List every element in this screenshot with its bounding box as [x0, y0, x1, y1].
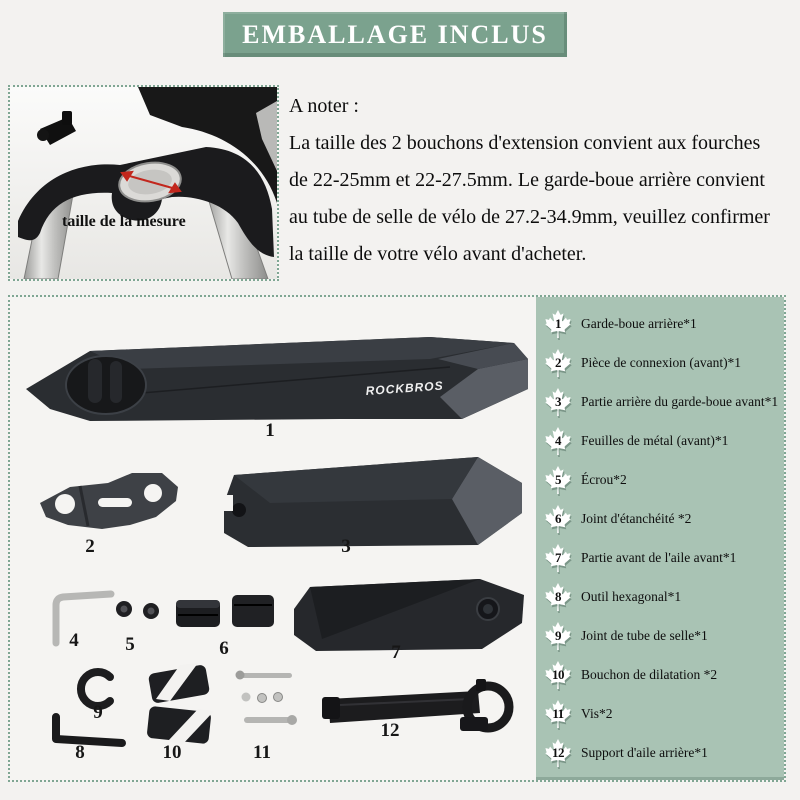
note-block — [289, 88, 797, 273]
parts-list-item — [544, 733, 780, 772]
parts-list-item — [544, 616, 780, 655]
part-number-6: 6 — [219, 638, 229, 659]
part-11-screws — [236, 671, 298, 726]
part-label: Partie arrière du garde-boue avant*1 — [581, 394, 779, 410]
note-line: de 22-25mm et 22-27.5mm. Le garde-boue arrière convient — [289, 169, 765, 191]
maple-leaf-icon — [544, 388, 572, 416]
part-4-metal-key — [56, 594, 111, 643]
part-1-rear-mudguard — [26, 337, 528, 421]
part-2-connection-piece — [40, 473, 178, 529]
part-number-1: 1 — [265, 420, 275, 441]
maple-leaf-icon — [544, 739, 572, 767]
part-label: Feuilles de métal (avant)*1 — [581, 433, 729, 449]
part-number-9: 9 — [93, 702, 103, 723]
part-9-seat-tube-joint — [81, 672, 110, 706]
part-label: Vis*2 — [581, 705, 613, 721]
parts-list-item — [544, 383, 780, 422]
part-number-2: 2 — [85, 536, 95, 557]
maple-leaf-icon — [544, 622, 572, 650]
parts-list-item — [544, 461, 780, 500]
maple-leaf-icon — [544, 505, 572, 533]
note-line: La taille des 2 bouchons d'extension convient aux fourches — [289, 132, 761, 154]
part-12-rear-fender-support — [322, 679, 509, 731]
note-heading: A noter : — [289, 95, 359, 117]
part-number-badge: 4 — [555, 433, 561, 449]
parts-list — [536, 297, 784, 780]
maple-leaf-icon — [544, 700, 572, 728]
part-3-front-mudguard-rear — [224, 457, 522, 547]
parts-list-item — [544, 577, 780, 616]
parts-list-item — [544, 655, 780, 694]
maple-leaf-icon — [544, 583, 572, 611]
brand-text: ROCKBROS — [365, 378, 445, 398]
part-number-5: 5 — [125, 634, 135, 655]
part-5-nuts — [116, 601, 159, 619]
part-number-badge: 7 — [555, 549, 561, 565]
part-number-8: 8 — [75, 742, 85, 763]
maple-leaf-icon — [544, 466, 572, 494]
part-8-hex-tool — [56, 717, 122, 743]
part-number-badge: 1 — [555, 316, 561, 332]
part-label: Support d'aile arrière*1 — [581, 744, 708, 760]
parts-list-item — [544, 344, 780, 383]
parts-list-item — [544, 305, 780, 344]
parts-list-item — [544, 539, 780, 578]
header-banner — [223, 12, 567, 57]
part-label: Joint de tube de selle*1 — [581, 627, 708, 643]
fork-measure-photo — [8, 85, 279, 281]
part-number-badge: 10 — [552, 666, 564, 682]
package-contents-box — [8, 295, 786, 782]
part-number-badge: 6 — [555, 511, 561, 527]
part-number-badge: 9 — [555, 627, 561, 643]
parts-list-item — [544, 500, 780, 539]
part-label: Partie avant de l'aile avant*1 — [581, 549, 737, 565]
part-number-badge: 3 — [555, 394, 561, 410]
part-number-badge: 2 — [555, 355, 561, 371]
maple-leaf-icon — [544, 661, 572, 689]
banner-title: EMBALLAGE INCLUS — [242, 19, 548, 49]
maple-leaf-icon — [544, 310, 572, 338]
part-number-badge: 11 — [552, 705, 564, 721]
parts-list-item — [544, 422, 780, 461]
part-label: Joint d'étanchéité *2 — [581, 511, 692, 527]
part-number-7: 7 — [391, 642, 401, 663]
part-7-front-mudguard-front — [294, 579, 524, 651]
part-number-badge: 12 — [552, 744, 564, 760]
fork-photo-illustration — [10, 87, 277, 279]
maple-leaf-icon — [544, 427, 572, 455]
part-number-3: 3 — [341, 536, 351, 557]
part-number-12: 12 — [380, 720, 400, 741]
part-6-seal-joints — [176, 595, 274, 627]
part-label: Pièce de connexion (avant)*1 — [581, 355, 742, 371]
part-number-10: 10 — [162, 742, 182, 763]
part-label: Écrou*2 — [581, 472, 627, 488]
photo-caption: taille de la mesure — [62, 213, 186, 230]
part-number-11: 11 — [253, 742, 271, 763]
maple-leaf-icon — [544, 544, 572, 572]
part-label: Bouchon de dilatation *2 — [581, 666, 718, 682]
part-number-badge: 5 — [555, 472, 561, 488]
part-10-expansion-plugs — [146, 663, 214, 745]
part-label: Outil hexagonal*1 — [581, 588, 682, 604]
parts-photo — [10, 297, 540, 780]
part-number-badge: 8 — [555, 588, 561, 604]
part-number-4: 4 — [69, 630, 79, 651]
note-line: la taille de votre vélo avant d'acheter. — [289, 243, 587, 265]
maple-leaf-icon — [544, 349, 572, 377]
parts-list-item — [544, 694, 780, 733]
note-line: au tube de selle de vélo de 27.2-34.9mm, veuillez confirmer — [289, 206, 770, 228]
part-label: Garde-boue arrière*1 — [581, 316, 697, 332]
